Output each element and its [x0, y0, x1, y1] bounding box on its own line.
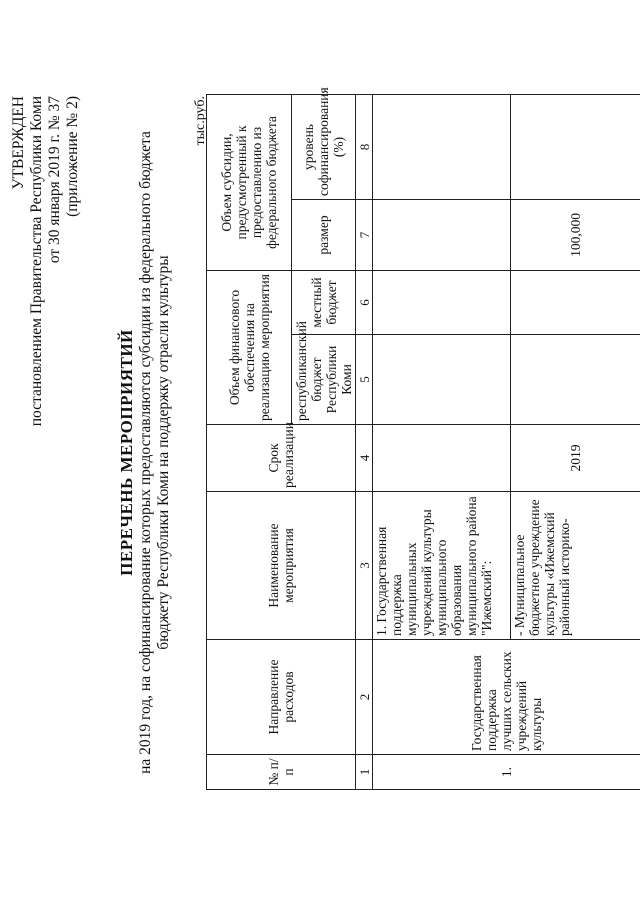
- column-number: 4: [356, 425, 373, 492]
- column-number: 7: [356, 199, 373, 270]
- approval-line-1: постановлением Правительства Республики Коми: [28, 96, 45, 427]
- row-republic-budget: [373, 335, 511, 425]
- row-measure: - Муниципальное бюджетное учреждение культуры «Ижемский районный историко-: [511, 492, 640, 640]
- column-number: 2: [356, 640, 373, 755]
- header-measure: Наименование мероприятия: [207, 492, 356, 640]
- header-number: № п/п: [207, 755, 356, 790]
- row-period: [373, 425, 511, 492]
- document-subtitle-line-1: на 2019 год, на софинансирование которых предоставляются субсидии из федерального бюджета: [137, 131, 154, 774]
- document-subtitle-line-2: бюджету Республики Коми на поддержку отрасли культуры: [155, 255, 172, 650]
- header-local-budget: местный бюджет: [292, 270, 356, 334]
- row-subsidy-size: 100,000: [511, 199, 640, 270]
- row-cofinancing-level: [511, 94, 640, 199]
- header-republic-budget: республиканский бюджет Республики Коми: [292, 335, 356, 425]
- header-federal-group: Объем субсидии, предусмотренный к предоставлению из федерального бюджета: [207, 94, 292, 270]
- approval-title: УТВЕРЖДЕН: [10, 96, 27, 190]
- table-row: [373, 94, 511, 789]
- approval-line-2: от 30 января 2019 г. № 37: [46, 96, 63, 264]
- header-direction: Направление расходов: [207, 640, 356, 755]
- row-local-budget: [373, 270, 511, 334]
- column-number: 6: [356, 270, 373, 334]
- column-number: 3: [356, 492, 373, 640]
- header-period: Срок реализации: [207, 425, 356, 492]
- row-period: 2019: [511, 425, 640, 492]
- unit-label: тыс.руб.: [193, 96, 208, 146]
- header-cofinancing-level: уровень софинансирования (%): [292, 94, 356, 199]
- row-local-budget: [511, 270, 640, 334]
- measures-table: [206, 87, 640, 790]
- document-title: ПЕРЕЧЕНЬ МЕРОПРИЯТИЙ: [117, 329, 136, 576]
- row-subsidy-size: [373, 199, 511, 270]
- column-number: 1: [356, 755, 373, 790]
- approval-line-3: (приложение № 2): [64, 96, 81, 217]
- column-number: 8: [356, 94, 373, 199]
- row-measure: 1. Государственная поддержка муниципальных учреждений культуры муниципального образования муниципального района "Ижемский":: [373, 492, 511, 640]
- header-financing-group: Объем финансового обеспечения на реализацию мероприятия: [207, 270, 292, 424]
- header-subsidy-size: размер: [292, 199, 356, 270]
- row-direction: Государственная поддержка лучших сельских учреждений культуры: [373, 640, 640, 755]
- row-cofinancing-level: [373, 94, 511, 199]
- column-number: 5: [356, 335, 373, 425]
- row-republic-budget: [511, 335, 640, 425]
- row-number: 1.: [373, 755, 640, 790]
